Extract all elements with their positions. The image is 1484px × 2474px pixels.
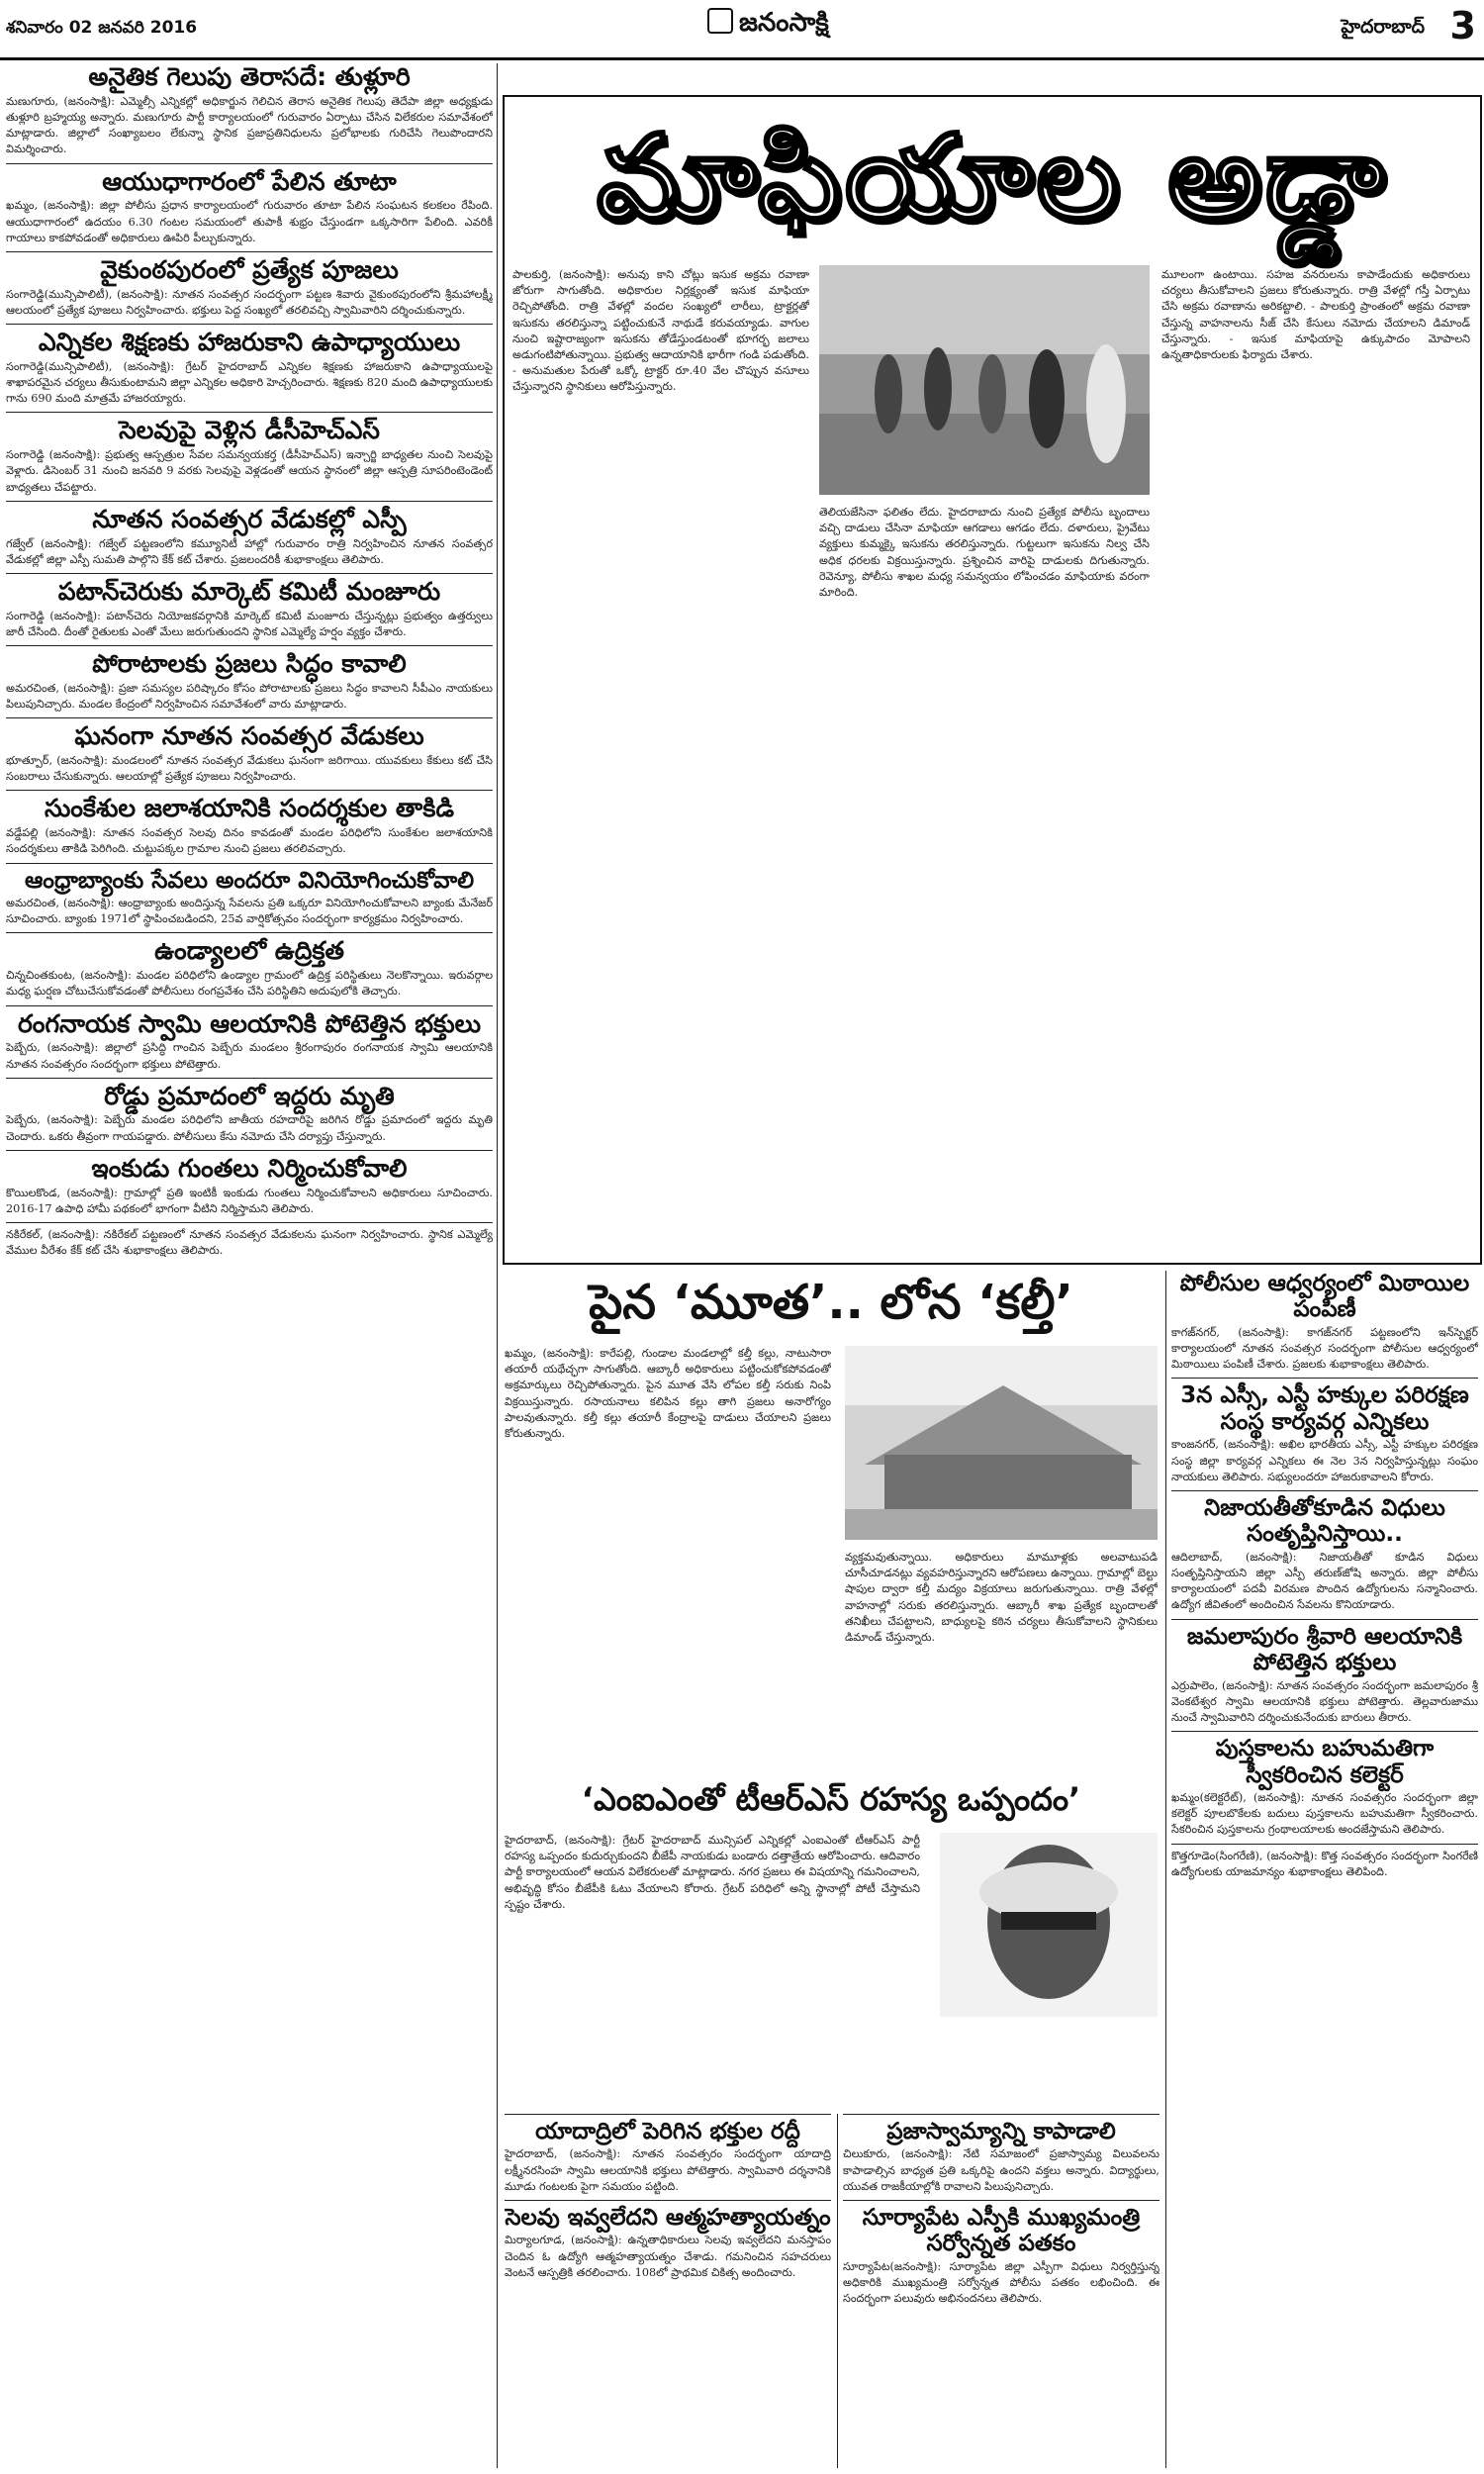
masthead-name: జనంసాక్షి (739, 8, 829, 38)
bottom-left-stories (505, 2114, 831, 2470)
lead-col-2 (819, 503, 1150, 1255)
divider (6, 251, 493, 252)
divider (6, 932, 493, 933)
story-headline: వైకుంఠపురంలో ప్రత్యేక పూజలు (100, 254, 399, 284)
story-body: సంగారెడ్డి(మున్సిపాలిటీ), (జనంసాక్షి): గ్రేటర్ హైదరాబాద్ ఎన్నికల శిక్షణకు హాజరుకాని ఉపాధ్యాయులపై శాఖాపరమైన చర్యలు తీసుకుంటామని జిల్లా ఎన్నికల అధికారి హెచ్చరించారు. శిక్షణకు 820 మంది ఉపాధ్యాయులకు గాను 690 మంది మాత్రమే హాజరయ్యారు. (6, 359, 493, 406)
masthead (707, 8, 829, 44)
divider (6, 501, 493, 502)
left-story (6, 868, 493, 928)
story-body: సంగారెడ్డి (జనంసాక్షి): పటాన్‌చెరు నియోజకవర్గానికి మార్కెట్ కమిటీ మంజూరు చేస్తున్నట్లు ప్రభుత్వం ఉత్తర్వులు జారీ చేసింది. దీంతో రైతులకు ఎంతో మేలు జరుగుతుందని స్థానిక ఎమ్మెల్యే హర్షం వ్యక్తం చేశారు. (6, 609, 493, 638)
story-body: కొత్తగూడెం(సింగరేణి), (జనంసాక్షి): కొత్త సంవత్సరం సందర్భంగా సింగరేణి ఉద్యోగులకు యాజమాన్యం శుభాకాంక్షలు తెలిపింది. (1171, 1849, 1478, 1878)
story-headline: సూర్యాపేట ఎస్పీకి ముఖ్యమంత్రి సర్వోన్నత పతకం (862, 2205, 1141, 2257)
story-body: హైదరాబాద్, (జనంసాక్షి): నూతన సంవత్సరం సందర్భంగా యాదాద్రి లక్ష్మీనరసింహ స్వామి ఆలయానికి భక్తులు పోటెత్తారు. స్వామివారి దర్శనానికి మూడు గంటలకు పైగా సమయం పట్టింది. (505, 2147, 831, 2193)
story-body: కాంజనగర్, (జనంసాక్షి): అఖిల భారతీయ ఎస్సీ, ఎస్టీ హక్కుల పరిరక్షణ సంస్థ జిల్లా కార్యవర్గ ఎన్నికలు ఈ నెల 3న నిర్వహిస్తున్నట్లు సంఘం నాయకులు తెలిపారు. సభ్యులందరూ హాజరుకావాలని కోరారు. (1171, 1438, 1478, 1483)
mim-story (505, 1777, 1158, 2104)
story-headline: యాదాద్రిలో పెరిగిన భక్తుల రద్దీ (535, 2119, 800, 2144)
sand-mafia-photo (819, 265, 1150, 495)
story-body: ఆదిలాబాద్, (జనంసాక్షి): నిజాయతీతో కూడిన విధులు సంతృప్తినిస్తాయని జిల్లా ఎస్పీ తరుణ్‌జోషి అన్నారు. జిల్లా పోలీసు కార్యాలయంలో పదవీ విరమణ పొందిన ఉద్యోగులను సన్మానించారు. ఉద్యోగ జీవితంలో అందించిన సేవలను కొనియాడారు. (1171, 1550, 1478, 1612)
divider (1171, 1490, 1478, 1491)
kalti-headline: పైన ‘మూత’.. లోన ‘కల్తీ’ (589, 1275, 1073, 1330)
divider (6, 790, 493, 791)
divider (1171, 1619, 1478, 1620)
left-column (6, 63, 493, 2468)
story-headline: 3న ఎస్సీ, ఎస్టీ హక్కుల పరిరక్షణ సంస్థ కార్యవర్గ ఎన్నికలు (1180, 1382, 1469, 1435)
left-story (6, 578, 493, 640)
story-headline: సుంకేశుల జలాశయానికి సందర్శకుల తాకిడి (45, 794, 454, 823)
story-body: మూలంగా ఉంటాయి. సహజ వనరులను కాపాడేందుకు అధికారులు చర్యలు తీసుకోవాలని ప్రజలు కోరుతున్నారు. రాత్రి వేళల్లో గస్తీ ఏర్పాటు చేసి అక్రమ రవాణాను అరికట్టాలి. - పాలకుర్తి ప్రాంతంలో అక్రమ రవాణా చేస్తున్న వాహనాలను సీజ్ చేసి కేసులు నమోదు చేయాలని డిమాండ్ చేస్తున్నారు. - ఇసుక మాఫియాపై ఉక్కుపాదం మోపాలని ఉన్నతాధికారులకు ఫిర్యాదు చేశారు. (1161, 268, 1470, 362)
story-body: గజ్వేల్ (జనంసాక్షి): గజ్వేల్ పట్టణంలోని కమ్యూనిటీ హాల్లో గురువారం రాత్రి నిర్వహించిన నూతన సంవత్సర వేడుకల్లో జిల్లా ఎస్పీ సుమతి పాల్గొని కేక్ కట్ చేశారు. ప్రజలందరికీ శుభాకాంక్షలు తెలిపారు. (6, 536, 493, 566)
story-body: చిన్నచింతకుంట, (జనంసాక్షి): మండల పరిధిలోని ఉండ్యాల గ్రామంలో ఉద్రిక్త పరిస్థితులు నెలకొన్నాయి. ఇరువర్గాల మధ్య ఘర్షణ చోటుచేసుకోవడంతో పోలీసులు రంగప్రవేశం చేసి పరిస్థితిని అదుపులోకి తెచ్చారు. (6, 969, 493, 999)
mim-headline: ‘ఎంఐఎంతో టీఆర్ఎస్ రహస్య ఒప్పందం’ (581, 1780, 1081, 1818)
story-body: ఎర్రుపాలెం, (జనంసాక్షి): నూతన సంవత్సరం సందర్భంగా జమలాపురం శ్రీ వెంకటేశ్వర స్వామి ఆలయానికి భక్తులు పోటెత్తారు. తెల్లవారుజాము నుంచే స్వామివారిని దర్శించుకునేందుకు బారులు తీరారు. (1171, 1678, 1478, 1724)
story-body: పెబ్బేరు, (జనంసాక్షి): పెబ్బేరు మండల పరిధిలోని జాతీయ రహదారిపై జరిగిన రోడ్డు ప్రమాదంలో ఇద్దరు మృతి చెందారు. ఒకరు తీవ్రంగా గాయపడ్డారు. పోలీసులు కేసు నమోదు చేసి దర్యాప్తు చేస్తున్నారు. (6, 1113, 493, 1143)
story-headline: ఆంధ్రాబ్యాంకు సేవలు అందరూ వినియోగించుకోవాలి (24, 867, 475, 894)
divider (1171, 1731, 1478, 1732)
mim-col (505, 1831, 920, 2098)
left-story (6, 795, 493, 857)
left-story (6, 650, 493, 713)
divider (505, 2200, 831, 2201)
story-headline: పుస్తకాలను బహుమతిగా స్వీకరించిన కలెక్టర్ (1215, 1736, 1435, 1788)
kalti-col-2 (845, 1548, 1158, 1760)
story-body: అమరచింత, (జనంసాక్షి): ఆంధ్రాబ్యాంకు అందిస్తున్న సేవలను ప్రతి ఒక్కరూ వినియోగించుకోవాలని బ్యాంకు మేనేజర్ సూచించారు. బ్యాంకు 1971లో స్థాపించబడిందని, 25వ వార్షికోత్సవం సందర్భంగా కార్యక్రమం నిర్వహించారు. (6, 897, 493, 926)
divider (6, 573, 493, 574)
story-body: భూత్పూర్, (జనంసాక్షి): మండలంలో నూతన సంవత్సర వేడుకలు ఘనంగా జరిగాయి. యువకులు కేకులు కట్ చేసి సంబరాలు చేసుకున్నారు. ఆలయాల్లో ప్రత్యేక పూజలు నిర్వహించారు. (6, 754, 493, 784)
left-story (6, 417, 493, 495)
lead-col-1 (512, 265, 809, 1255)
story-body: వ్యక్తమవుతున్నాయి. అధికారులు మామూళ్లకు అలవాటుపడి చూసీచూడనట్లు వ్యవహరిస్తున్నారని ఆరోపణలు ఉన్నాయి. గ్రామాల్లో బెల్టు షాపుల ద్వారా కల్తీ మద్యం విక్రయాలు జరుగుతున్నాయి. రాత్రి వేళల్లో వాహనాల్లో సరుకు తరలిస్తున్నారు. ఆబ్కారీ శాఖ ప్రత్యేక బృందాలతో తనిఖీలు చేపట్టాలని, బాధ్యులపై కఠిన చర్యలు తీసుకోవాలని స్థానికులు డిమాండ్ చేస్తున్నారు. (845, 1551, 1158, 1645)
story-headline: సెలవు ఇవ్వలేదని ఆత్మహత్యాయత్నం (505, 2205, 831, 2232)
toddy-unit-photo (845, 1346, 1158, 1540)
lead-story-box (503, 95, 1482, 1265)
divider (6, 1078, 493, 1079)
left-story (6, 722, 493, 785)
divider (6, 412, 493, 413)
story-body: అమరచింత, (జనంసాక్షి): ప్రజా సమస్యల పరిష్కారం కోసం పోరాటాలకు ప్రజలు సిద్ధం కావాలని సీపీఎం నాయకులు పిలుపునిచ్చారు. మండల కేంద్రంలో నిర్వహించిన సమావేశంలో వారు మాట్లాడారు. (6, 681, 493, 712)
kalti-story (505, 1271, 1158, 1765)
story-headline: జమలాపురం శ్రీవారి ఆలయానికి పోటెత్తిన భక్తులు (1186, 1623, 1463, 1676)
left-story (6, 256, 493, 319)
story-headline: సెలవుపై వెళ్లిన డీసీహెచ్ఎస్ (119, 416, 380, 445)
story-body: పాలకుర్తి, (జనంసాక్షి): అనువు కాని చోట్లు ఇసుక అక్రమ రవాణా జోరుగా సాగుతోంది. అధికారుల నిర్లక్ష్యంతో ఇసుక మాఫియా రెచ్చిపోతోంది. రాత్రి వేళల్లో వందల సంఖ్యలో లారీలు, ట్రాక్టర్లతో ఇసుకను తరలిస్తున్నా పట్టించుకునే నాథుడే కరువయ్యాడు. వాగుల నుంచి ఇష్టారాజ్యంగా ఇసుకను తోడేస్తుండటంతో భూగర్భ జలాలు అడుగంటిపోతున్నాయి. ప్రభుత్వ ఆదాయానికి భారీగా గండి పడుతోంది. - అనుమతుల పేరుతో ఒక్కో ట్రాక్టర్ రూ.40 వేల చొప్పున వసూలు చేస్తున్నారని స్థానికులు ఆరోపిస్తున్నారు. (512, 268, 809, 394)
story-body: చిలుకూరు, (జనంసాక్షి): నేటి సమాజంలో ప్రజాస్వామ్య విలువలను కాపాడాల్సిన బాధ్యత ప్రతి ఒక్కరిపై ఉందని వక్తలు అన్నారు. విద్యార్థులు, యువత రాజకీయాల్లోకి రావాలని పిలుపునిచ్చారు. (843, 2147, 1159, 2193)
divider (1171, 1378, 1478, 1379)
story-headline: నూతన సంవత్సర వేడుకల్లో ఎస్పీ (92, 504, 407, 533)
divider (505, 2114, 831, 2115)
divider (1171, 1844, 1478, 1845)
story-headline: పటాన్‌చెరుకు మార్కెట్ కమిటీ మంజూరు (57, 576, 441, 606)
lead-headline: మాఫియాల అడ్డా (596, 109, 1389, 245)
left-story (6, 1155, 493, 1217)
left-story (6, 63, 493, 158)
story-body: ఖమ్మం, (జనంసాక్షి): కారేపల్లి, గుండాల మండలాల్లో కల్తీ కల్లు, నాటుసారా తయారీ యథేచ్ఛగా సాగుతోంది. ఆబ్కారీ అధికారులు పట్టించుకోకపోవడంతో అక్రమార్కులు రెచ్చిపోతున్నారు. పైన మూత వేసి లోపల కల్తీ సరుకు నింపి విక్రయిస్తున్నారు. రసాయనాలు కలిపిన కల్లు తాగి ప్రజలు అనారోగ్యం పాలవుతున్నారు. కల్తీ కల్లు తయారీ కేంద్రాలపై దాడులు చేయాలని ప్రజలు కోరుతున్నారు. (505, 1347, 831, 1441)
story-body: ఖమ్మం(కలెక్టరేట్), (జనంసాక్షి): నూతన సంవత్సరం సందర్భంగా జిల్లా కలెక్టర్ పూలబొకేలకు బదులు పుస్తకాలను బహుమతిగా స్వీకరించారు. సేకరించిన పుస్తకాలను గ్రంథాలయాలకు అందజేస్తామని తెలిపారు. (1171, 1791, 1478, 1837)
column-divider (1165, 1271, 1166, 2468)
column-divider (837, 2114, 838, 2468)
page-header (0, 0, 1484, 60)
story-headline: రోడ్డు ప్రమాదంలో ఇద్దరు మృతి (104, 1081, 395, 1110)
divider (6, 645, 493, 646)
divider (843, 2114, 1159, 2115)
page-number: 3 (1449, 4, 1476, 48)
left-story (6, 506, 493, 568)
divider (6, 324, 493, 325)
portrait-photo (940, 1833, 1158, 2017)
story-headline: ఆయుధాగారంలో పేలిన తూటా (102, 166, 397, 196)
story-body: హైదరాబాద్, (జనంసాక్షి): గ్రేటర్ హైదరాబాద్ మున్సిపల్ ఎన్నికల్లో ఎంఐఎంతో టీఆర్ఎస్ పార్టీ రహస్య ఒప్పందం కుదుర్చుకుందని బీజేపీ నాయకుడు బండారు దత్తాత్రేయ ఆరోపించారు. ఆదివారం పార్టీ కార్యాలయంలో ఆయన విలేకరులతో మాట్లాడారు. నగర ప్రజలు ఈ విషయాన్ని గమనించాలని, అభివృద్ధి కోసం బీజేపీకి ఓటు వేయాలని కోరారు. గ్రేటర్ పరిధిలో అన్ని స్థానాల్లో పోటీ చేస్తామని స్పష్టం చేశారు. (505, 1834, 920, 1911)
story-headline: అనైతిక గెలుపు తెరాసదే: తుళ్లూరి (88, 63, 411, 91)
divider (843, 2200, 1159, 2201)
story-body: కాగజ్‌నగర్, (జనంసాక్షి): కాగజ్‌నగర్ పట్టణంలోని ఇన్‌స్పెక్టర్ కార్యాలయంలో నూతన సంవత్సర సందర్భంగా పోలీసుల ఆధ్వర్యంలో మిఠాయిలు పంపిణీ చేశారు. ప్రజలకు శుభాకాంక్షలు తెలిపారు. (1171, 1325, 1478, 1372)
story-headline: నిజాయతీతోకూడిన విధులు సంతృప్తినిస్తాయి.. (1204, 1494, 1445, 1548)
story-body: ఖమ్మం, (జనంసాక్షి): జిల్లా పోలీసు ప్రధాన కార్యాలయంలో గురువారం తూటా పేలిన సంఘటన కలకలం రేపింది. ఆయుధాగారంలో ఉదయం 6.30 గంటల సమయంలో తుపాకీ శుభ్రం చేస్తుండగా ఒక్కసారిగా పేలింది. ఎవరికీ గాయాలు కాకపోవడంతో అధికారులు ఊపిరి పీల్చుకున్నారు. (6, 199, 493, 244)
story-body: సూర్యాపేట(జనంసాక్షి): సూర్యాపేట జిల్లా ఎస్పీగా విధులు నిర్వర్తిస్తున్న అధికారికి ముఖ్యమంత్రి సర్వోన్నత పోలీసు పతకం లభించింది. ఈ సందర్భంగా పలువురు అభినందనలు తెలిపారు. (843, 2259, 1159, 2306)
story-headline: ఘనంగా నూతన సంవత్సర వేడుకలు (74, 721, 424, 751)
story-body: పెబ్బేరు, (జనంసాక్షి): జిల్లాలో ప్రసిద్ధి గాంచిన పెబ్బేరు మండలం శ్రీరంగాపురం రంగనాయక స్వామి ఆలయానికి నూతన సంవత్సరం సందర్భంగా భక్తులు పోటెత్తారు. (6, 1041, 493, 1071)
lead-col-3 (1161, 265, 1470, 1255)
story-body: మిర్యాలగూడ, (జనంసాక్షి): ఉన్నతాధికారులు సెలవు ఇవ్వలేదని మనస్తాపం చెందిన ఓ ఉద్యోగి ఆత్మహత్యాయత్నం చేశాడు. గమనించిన సహచరులు వెంటనే ఆస్పత్రికి తరలించారు. 108లో ప్రాథమిక చికిత్స అందించారు. (505, 2234, 831, 2279)
edition-city: హైదరాబాద్ (1341, 16, 1425, 38)
left-story (6, 937, 493, 999)
divider (6, 1222, 493, 1223)
kalti-col-1 (505, 1344, 831, 1760)
story-body: సంగారెడ్డి(మున్సిపాలిటీ), (జనంసాక్షి): నూతన సంవత్సర సందర్భంగా పట్టణ శివారు వైకుంఠపురంలోని శ్రీమహాలక్ష్మీ ఆలయంలో ప్రత్యేక పూజలు నిర్వహించారు. భక్తులు పెద్ద సంఖ్యలో తరలివచ్చి స్వామివారిని దర్శించుకున్నారు. (6, 287, 493, 317)
story-headline: పోలీసుల ఆధ్వర్యంలో మిఠాయిల పంపిణీ (1179, 1271, 1470, 1323)
story-headline: ప్రజాస్వామ్యాన్ని కాపాడాలి (886, 2119, 1116, 2144)
left-story (6, 1083, 493, 1145)
story-body: నకిరేకల్, (జనంసాక్షి): నకిరేకల్ పట్టణంలో నూతన సంవత్సర వేడుకలను ఘనంగా నిర్వహించారు. స్థానిక ఎమ్మెల్యే వేముల వీరేశం కేక్ కట్ చేసి శుభాకాంక్షలు తెలిపారు. (6, 1228, 493, 1258)
newspaper-logo-icon (707, 8, 733, 34)
left-story (6, 1010, 493, 1073)
divider (6, 717, 493, 718)
story-body: సంగారెడ్డి (జనంసాక్షి): ప్రభుత్వ ఆస్పత్రుల సేవల సమన్వయకర్త (డీసీహెచ్ఎస్) ఇన్చార్జి బాధ్యతల నుంచి సెలవుపై వెళ్లారు. డిసెంబర్ 31 నుంచి జనవరి 9 వరకు సెలవుపై వెళ్లడంతో ఆయన స్థానంలో జిల్లా ఆస్పత్రి సూపరింటెండెంట్ బాధ్యతలు చేపట్టారు. (6, 448, 493, 494)
story-headline: ఎన్నికల శిక్షణకు హాజరుకాని ఉపాధ్యాయులు (38, 328, 461, 357)
right-column (1171, 1271, 1478, 2468)
story-headline: పోరాటాలకు ప్రజలు సిద్ధం కావాలి (92, 649, 407, 679)
story-headline: ఉండ్యాలలో ఉద్రిక్తత (154, 936, 344, 966)
divider (6, 1005, 493, 1006)
left-story (6, 329, 493, 407)
story-headline: ఇంకుడు గుంతలు నిర్మించుకోవాలి (91, 1153, 408, 1183)
divider (6, 163, 493, 164)
story-body: మణుగూరు, (జనంసాక్షి): ఎమ్మెల్సీ ఎన్నికల్లో అధికార్జున గెలిచిన తెరాస అనైతిక గెలుపు తెదేపా జిల్లా అధ్యక్షుడు తుళ్లూరి బ్రహ్మయ్య అన్నారు. మణుగూరు పార్టీ కార్యాలయంలో గురువారం ఏర్పాటు చేసిన విలేకరుల సమావేశంలో మాట్లాడారు. జిల్లాలో సంఖ్యాబలం లేకున్నా స్థానిక ప్రజాప్రతినిధులను ప్రలోభాలకు గురిచేసి గెలుపొందారని విమర్శించారు. (6, 94, 493, 156)
story-body: కొయిలకొండ, (జనంసాక్షి): గ్రామాల్లో ప్రతి ఇంటికీ ఇంకుడు గుంతలు నిర్మించుకోవాలని అధికారులు సూచించారు. 2016-17 ఉపాధి హామీ పథకంలో భాగంగా వీటిని నిర్మిస్తామని తెలిపారు. (6, 1186, 493, 1215)
column-divider (497, 63, 498, 2468)
bottom-right-stories (843, 2114, 1159, 2470)
issue-date: శనివారం 02 జనవరి 2016 (6, 18, 198, 38)
left-story (6, 1227, 493, 1259)
story-body: వడ్డేపల్లి (జనంసాక్షి): నూతన సంవత్సర సెలవు దినం కావడంతో మండల పరిధిలోని సుంకేశుల జలాశయానికి సందర్శకులు తాకిడి పెరిగింది. చుట్టుపక్కల గ్రామాల నుంచి ప్రజలు తరలివచ్చారు. (6, 826, 493, 856)
left-story (6, 168, 493, 246)
story-body: తెలియజేసినా ఫలితం లేదు. హైదరాబాదు నుంచి ప్రత్యేక పోలీసు బృందాలు వచ్చి దాడులు చేసినా మాఫియా ఆగడాలు ఆగడం లేదు. దళారులు, ప్రైవేటు వ్యక్తులు కుమ్మక్కై ఇసుకను తరలిస్తున్నారు. గుట్టలుగా ఇసుకను నిల్వ చేసి అధిక ధరలకు విక్రయిస్తున్నారు. ప్రశ్నించిన వారిపై దాడులకు దిగుతున్నారు. రెవెన్యూ, పోలీసు శాఖల మధ్య సమన్వయం లోపించడం మాఫియాకు వరంగా మారింది. (819, 506, 1150, 600)
story-headline: రంగనాయక స్వామి ఆలయానికి పోటెత్తిన భక్తులు (17, 1008, 482, 1038)
divider (6, 1150, 493, 1151)
divider (6, 863, 493, 864)
